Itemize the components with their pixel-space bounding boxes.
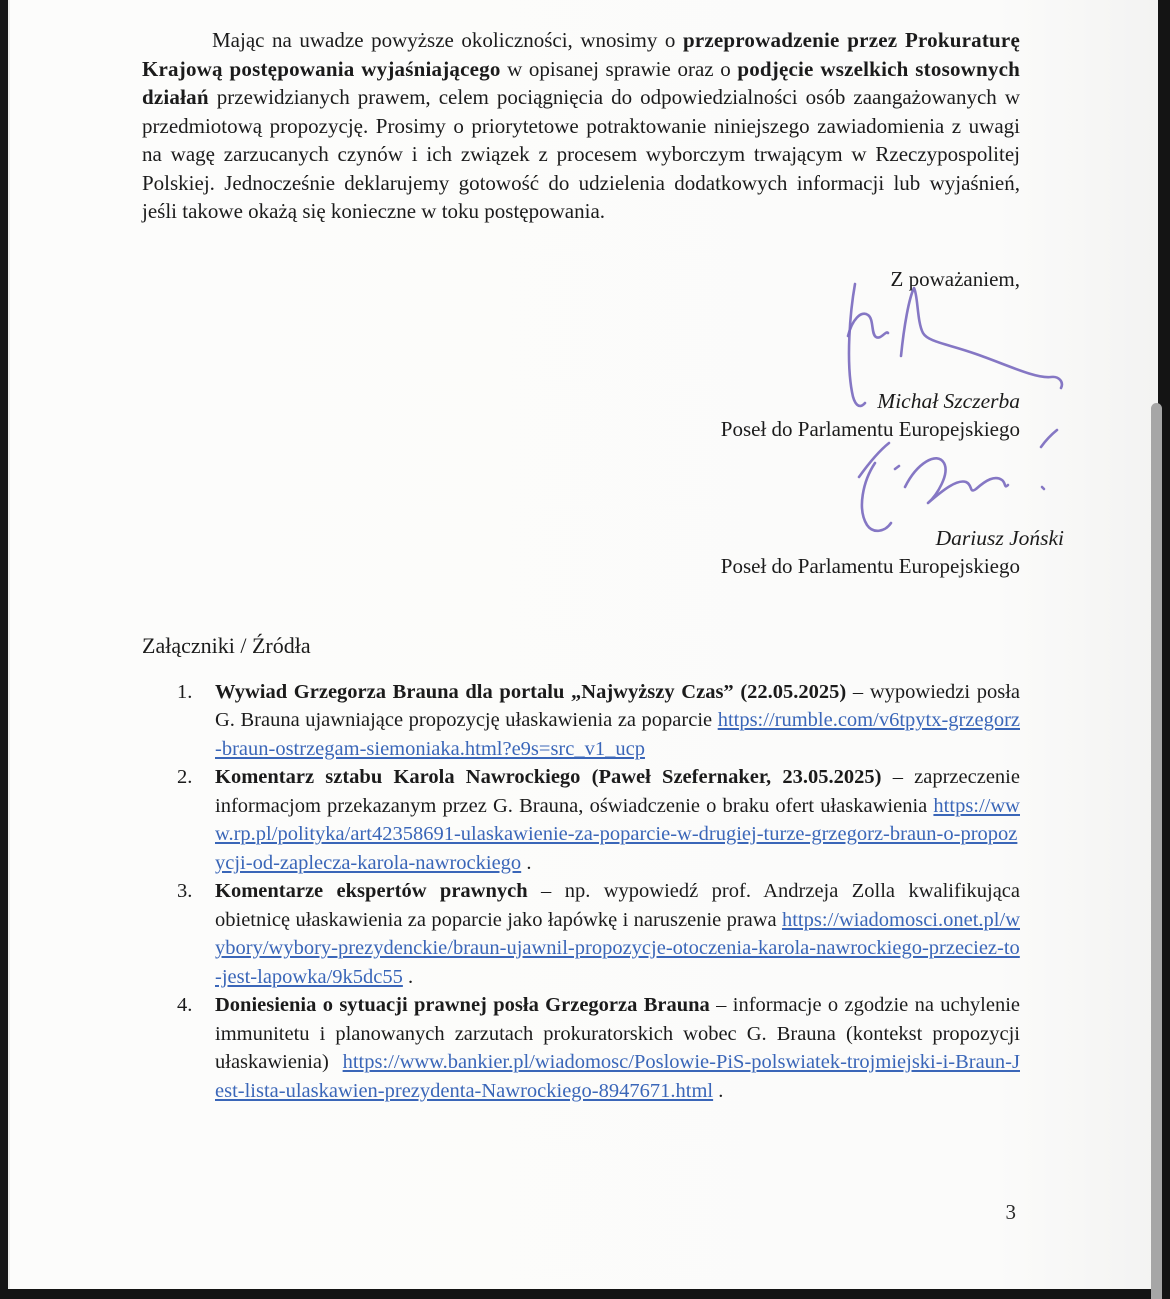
source-item xyxy=(142,678,1020,764)
document-content xyxy=(10,0,1158,1105)
source-item xyxy=(142,991,1020,1105)
source-number: 3. xyxy=(177,880,193,902)
text-run: Mając na uwadze powyższe okoliczności, wnosimy o xyxy=(212,28,683,52)
signatory-name: Michał Szczerba xyxy=(877,388,1020,413)
signatory-title: Poseł do Parlamentu Europejskiego xyxy=(720,553,1020,578)
text-run-bold: przeprowadzenie przez Prokuraturę Krajową postępowania wyjaśniającego xyxy=(142,28,1020,81)
source-item xyxy=(142,763,1020,877)
source-text: – zaprzeczenie informacjom przekazanym przez G. Brauna, oświadczenie o braku ofert ułaskawienia xyxy=(215,766,1020,817)
signatory-title: Poseł do Parlamentu Europejskiego xyxy=(720,416,1020,441)
source-link[interactable]: https://www.rp.pl/polityka/art42358691-ulaskawienie-za-poparcie-w-drugiej-turze-grzegorz-braun-o-propozycji-od-zaplecza-karola-nawrockiego xyxy=(215,794,1020,874)
text-run-bold: podjęcie wszelkich stosownych działań xyxy=(142,56,1020,109)
source-text: – informacje o zgodzie na uchylenie immunitetu i planowanych zarzutach prokuratorskich wobec G. Brauna (kontekst propozycji ułaskawienia) xyxy=(215,994,1020,1073)
source-number: 1. xyxy=(177,680,193,703)
source-item xyxy=(142,877,1020,991)
salutation: Z poważaniem, xyxy=(890,266,1020,291)
source-number: 2. xyxy=(177,766,193,788)
signature-dariusz-jonski-handwriting xyxy=(845,425,1070,540)
source-link[interactable]: https://rumble.com/v6tpytx-grzegorz-braun-ostrzegam-siemoniaka.html?e9s=src_v1_ucp xyxy=(215,709,1020,760)
source-title: Komentarze ekspertów prawnych xyxy=(215,880,528,902)
source-number: 4. xyxy=(177,994,193,1016)
scrollbar-thumb[interactable] xyxy=(1151,403,1162,1299)
signature-area-jonski xyxy=(142,443,1020,525)
document-page xyxy=(8,0,1158,1289)
source-suffix: . xyxy=(402,965,414,988)
source-title: Doniesienia o sytuacji prawnej posła Grzegorza Brauna xyxy=(215,994,710,1016)
source-suffix: . xyxy=(521,851,532,874)
source-text: – np. wypowiedź prof. Andrzeja Zolla kwalifikująca obietnicę ułaskawienia za poparcie jako łapówkę i naruszenie prawa xyxy=(215,880,1021,931)
source-title: Komentarz sztabu Karola Nawrockiego (Paweł Szefernaker, 23.05.2025) xyxy=(215,766,882,788)
signature-area-szczerba xyxy=(142,292,1020,388)
signatory-name: Dariusz Joński xyxy=(935,525,1064,550)
sources-list xyxy=(142,678,1020,1106)
attachments-heading: Załączniki / Źródła xyxy=(142,632,311,658)
closing-paragraph xyxy=(142,26,1020,226)
source-suffix: . xyxy=(713,1079,724,1102)
text-run: w opisanej sprawie oraz o xyxy=(500,56,738,81)
page-number: 3 xyxy=(1005,1200,1016,1224)
source-link[interactable]: https://www.bankier.pl/wiadomosc/Poslowie-PiS-polswiatek-trojmiejski-i-Braun-Jest-lista-ulaskawien-prezydenta-Nawrockiego-8947671.html xyxy=(215,1051,1020,1102)
source-title: Wywiad Grzegorza Brauna dla portalu „Najwyższy Czas” (22.05.2025) xyxy=(215,680,847,703)
source-text: – wypowiedzi posła G. Brauna ujawniające propozycję ułaskawienia za poparcie xyxy=(215,680,1020,731)
text-run: przewidzianych prawem, celem pociągnięcia do odpowiedzialności osób zaangażowanych w przedmiotową propozycję. Prosimy o priorytetowe potraktowanie niniejszego zawiadomienia z uwagi na wagę zarzucanych czynów i ich związek z procesem wyborczym trwającym w Rzeczypospolitej Polskiej. Jednocześnie deklarujemy gotowość do udzielenia dodatkowych informacji lub wyjaśnień, jeśli takowe okażą się konieczne w toku postępowania. xyxy=(142,85,1020,223)
source-link[interactable]: https://wiadomosci.onet.pl/wybory/wybory-prezydenckie/braun-ujawnil-propozycje-otoczenia-karola-nawrockiego-przeciez-to-jest-lapowka/9k5dc55 xyxy=(215,908,1020,988)
